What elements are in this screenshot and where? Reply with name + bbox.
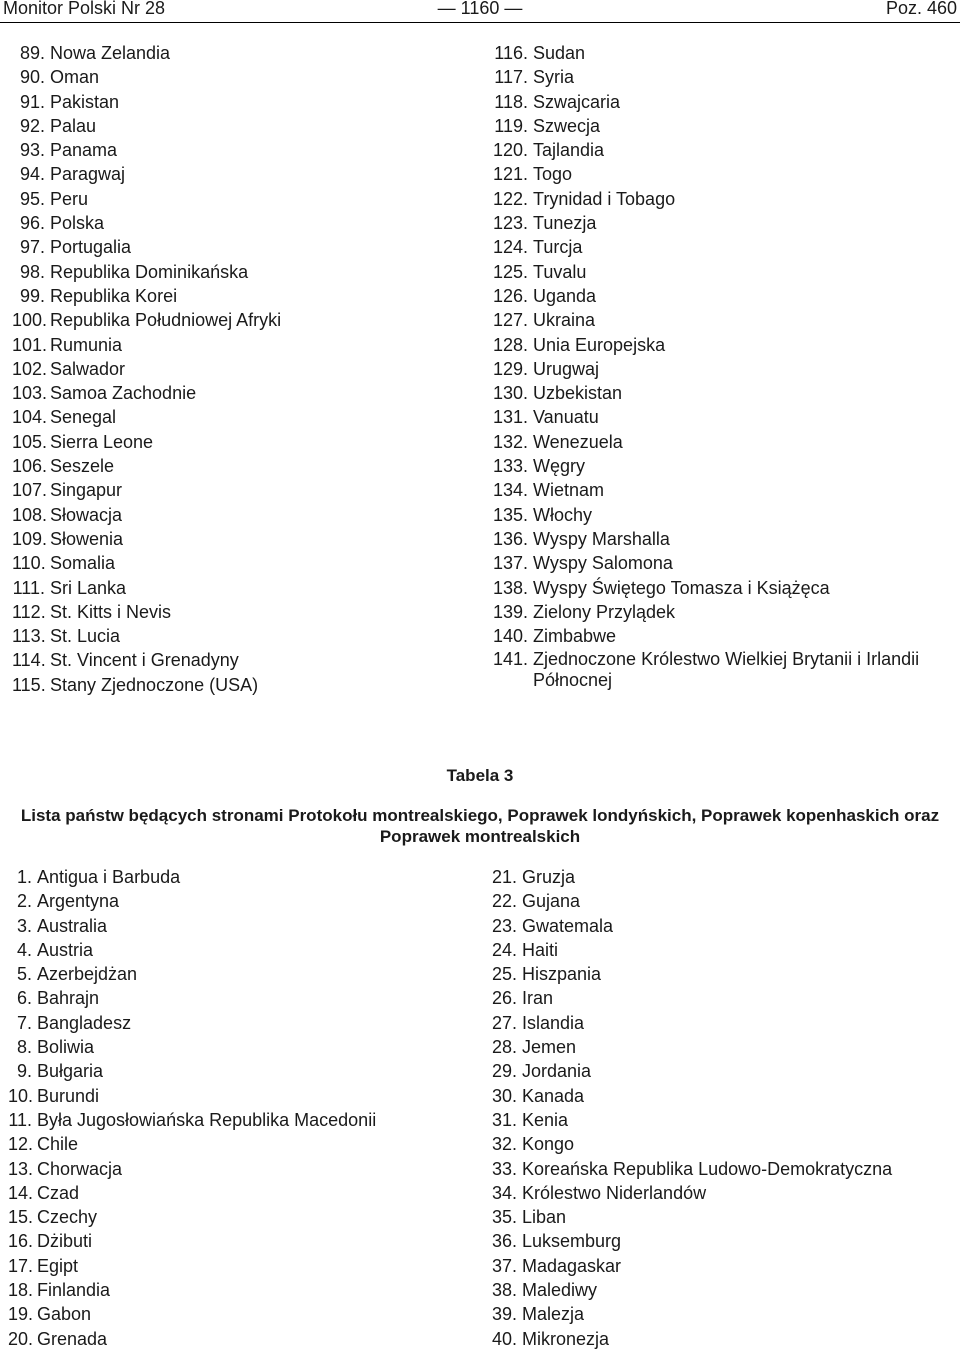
list-item-country: Sierra Leone (50, 431, 154, 452)
list-item-number: 31. (491, 1109, 517, 1130)
list-item-country: Kongo (522, 1134, 575, 1155)
list-item (8, 889, 448, 913)
list-item (12, 454, 452, 478)
list-item-number: 29. (491, 1061, 517, 1082)
list-item-country: Sri Lanka (50, 577, 127, 598)
list-item-number: 122. (492, 188, 528, 209)
list-item (12, 648, 452, 672)
list-item (488, 90, 958, 114)
list-item-country: Rumunia (50, 334, 123, 355)
list-item-country: Boliwia (37, 1037, 95, 1058)
list-item (488, 65, 958, 89)
list-item-number: 36. (491, 1231, 517, 1252)
list-item (488, 454, 958, 478)
list-item-number: 8. (16, 1037, 32, 1058)
list-item-country: St. Kitts i Nevis (50, 601, 172, 622)
list-item-number: 104. (12, 407, 48, 428)
list-item-country: Chorwacja (37, 1158, 123, 1179)
list-item-country: Paragwaj (50, 164, 126, 185)
list-item (486, 1108, 956, 1132)
list-item-country: Gujana (522, 891, 581, 912)
list-item (488, 381, 958, 405)
list-item (8, 914, 448, 938)
list-item-number: 116. (494, 43, 528, 63)
list-item-country: Trynidad i Tobago (533, 188, 676, 209)
list-item-country: Wyspy Marshalla (533, 528, 670, 549)
list-item-number: 128. (492, 334, 528, 355)
list-item-country: Włochy (533, 504, 593, 525)
list-item (488, 41, 958, 65)
list-item (488, 527, 958, 551)
list-item-number: 141. (492, 649, 528, 670)
list-item-country: Tuvalu (533, 261, 587, 282)
list-item (486, 1278, 956, 1302)
list-item-country: Vanuatu (533, 407, 599, 428)
list-item-country: Węgry (533, 456, 586, 477)
list-item (12, 551, 452, 575)
list-item-country: Stany Zjednoczone (USA) (50, 674, 259, 695)
list-item-country: Gruzja (522, 867, 576, 887)
list-item-country: Zjednoczone Królestwo Wielkiej Brytanii i Irlandii Północnej (533, 649, 920, 691)
list-item-country: Dżibuti (37, 1231, 93, 1252)
list-item (12, 357, 452, 381)
list-item (8, 1035, 448, 1059)
list-item-number: 23. (491, 915, 517, 936)
list-item-number: 138. (492, 577, 528, 598)
list-item-number: 112. (12, 601, 46, 622)
list-item-number: 109. (12, 528, 48, 549)
list-item-number: 135. (492, 504, 528, 525)
list-item (12, 673, 452, 697)
list-item-number: 1. (16, 867, 32, 887)
list-item-number: 119. (494, 115, 528, 136)
list-item-country: Republika Korei (50, 285, 178, 306)
list-item-number: 9. (16, 1061, 32, 1082)
list-item-country: Pakistan (50, 91, 120, 112)
list-item-number: 17. (8, 1255, 34, 1276)
list-item-country: Kanada (522, 1085, 585, 1106)
list-item-number: 121. (492, 164, 528, 185)
list-item-number: 102. (12, 358, 48, 379)
list-item-country: St. Vincent i Grenadyny (50, 650, 239, 671)
list-item (12, 284, 452, 308)
list-item (8, 865, 448, 889)
list-item (12, 503, 452, 527)
list-item-country: Liban (522, 1207, 567, 1228)
list-item (8, 1132, 448, 1156)
list-item (486, 1302, 956, 1326)
country-list-column-4 (486, 865, 956, 1351)
list-item (12, 162, 452, 186)
list-item-number: 33. (491, 1158, 517, 1179)
list-item-number: 114. (12, 650, 46, 671)
list-item-country: Egipt (37, 1255, 79, 1276)
list-item-country: Gabon (37, 1304, 92, 1325)
list-item-number: 11. (8, 1109, 32, 1130)
list-item-number: 4. (16, 939, 32, 960)
list-item (486, 865, 956, 889)
list-item-number: 38. (491, 1280, 517, 1301)
list-item-number: 28. (491, 1037, 517, 1058)
list-item (486, 1229, 956, 1253)
list-item-number: 99. (19, 285, 45, 306)
list-item (12, 333, 452, 357)
list-item-country: Australia (37, 915, 108, 936)
list-item-country: Turcja (533, 237, 583, 258)
list-item-number: 89. (19, 43, 45, 63)
list-item (486, 986, 956, 1010)
list-item-country: Zimbabwe (533, 626, 617, 647)
list-item-number: 12. (8, 1134, 34, 1155)
list-item-country: Panama (50, 140, 118, 161)
list-item-number: 139. (492, 601, 528, 622)
list-item (488, 478, 958, 502)
position-number: Poz. 460 (885, 0, 957, 18)
list-item (8, 1327, 448, 1351)
list-item-number: 95. (19, 188, 45, 209)
list-item-country: Szwajcaria (533, 91, 621, 112)
country-list-column-2 (488, 41, 958, 691)
list-item-country: Sudan (533, 43, 586, 63)
list-item-number: 96. (19, 213, 45, 234)
list-item (12, 430, 452, 454)
list-item-country: Była Jugosłowiańska Republika Macedonii (37, 1109, 377, 1130)
list-item (12, 478, 452, 502)
list-item (12, 41, 452, 65)
list-item (12, 527, 452, 551)
list-item-number: 118. (494, 91, 528, 112)
list-item-country: Salwador (50, 358, 126, 379)
list-item-country: Bangladesz (37, 1012, 132, 1033)
list-item-number: 107. (12, 480, 48, 501)
list-item (486, 914, 956, 938)
list-item-number: 134. (492, 480, 528, 501)
list-item-number: 108. (12, 504, 48, 525)
list-item-number: 131. (492, 407, 528, 428)
list-item (8, 1278, 448, 1302)
list-item (486, 1132, 956, 1156)
list-item (486, 1157, 956, 1181)
list-item-country: Koreańska Republika Ludowo-Demokratyczna (522, 1158, 893, 1179)
list-item-number: 130. (492, 383, 528, 404)
list-item-number: 25. (491, 964, 517, 985)
list-item (488, 503, 958, 527)
list-item-number: 32. (491, 1134, 517, 1155)
list-item-number: 20. (8, 1328, 34, 1349)
list-item (488, 648, 958, 691)
list-item-country: Tajlandia (533, 140, 605, 161)
list-item (8, 1084, 448, 1108)
list-item-country: Finlandia (37, 1280, 111, 1301)
list-item-country: St. Lucia (50, 626, 121, 647)
list-item (12, 138, 452, 162)
list-item (486, 1181, 956, 1205)
list-item (488, 284, 958, 308)
list-item-country: Wenezuela (533, 431, 623, 452)
list-item-number: 15. (8, 1207, 34, 1228)
list-item (486, 962, 956, 986)
list-item-number: 39. (491, 1304, 517, 1325)
list-item-country: Urugwaj (533, 358, 600, 379)
list-item (488, 333, 958, 357)
list-item (12, 576, 452, 600)
list-item-country: Madagaskar (522, 1255, 622, 1276)
list-item-country: Syria (533, 67, 575, 88)
list-item (486, 1059, 956, 1083)
list-item-number: 5. (16, 964, 32, 985)
list-item-country: Uzbekistan (533, 383, 623, 404)
list-item (488, 405, 958, 429)
list-item-country: Grenada (37, 1328, 108, 1349)
list-item-country: Argentyna (37, 891, 120, 912)
list-item-country: Szwecja (533, 115, 601, 136)
list-item-number: 97. (19, 237, 45, 258)
list-item-country: Republika Południowej Afryki (50, 310, 282, 331)
list-item-number: 13. (8, 1158, 34, 1179)
list-item-country: Haiti (522, 939, 559, 960)
list-item-number: 92. (19, 115, 45, 136)
list-item-number: 21. (491, 867, 517, 887)
list-item-country: Czechy (37, 1207, 98, 1228)
list-item-country: Portugalia (50, 237, 132, 258)
page-number: — 1160 — (437, 0, 523, 18)
list-item-country: Chile (37, 1134, 79, 1155)
list-item-country: Austria (37, 939, 94, 960)
list-item (8, 1254, 448, 1278)
list-item-country: Seszele (50, 456, 115, 477)
list-item (488, 211, 958, 235)
list-item (12, 381, 452, 405)
list-item (488, 430, 958, 454)
list-item (8, 1059, 448, 1083)
list-item-country: Malezja (522, 1304, 585, 1325)
list-item (12, 260, 452, 284)
list-item-country: Singapur (50, 480, 123, 501)
list-item (488, 551, 958, 575)
list-item-number: 18. (8, 1280, 34, 1301)
list-item (488, 308, 958, 332)
list-item (488, 235, 958, 259)
list-item-number: 3. (16, 915, 32, 936)
list-item-country: Azerbejdżan (37, 964, 138, 985)
list-item-country: Słowenia (50, 528, 124, 549)
list-item-number: 123. (492, 213, 528, 234)
list-item-country: Jemen (522, 1037, 577, 1058)
list-item-number: 93. (19, 140, 45, 161)
list-item (8, 1181, 448, 1205)
list-item (486, 1327, 956, 1351)
list-item-number: 34. (491, 1182, 517, 1203)
list-item-country: Czad (37, 1182, 80, 1203)
list-item-country: Antigua i Barbuda (37, 867, 181, 887)
list-item-number: 37. (491, 1255, 517, 1276)
country-list-column-1 (12, 41, 452, 697)
list-item-number: 124. (492, 237, 528, 258)
list-item-number: 24. (491, 939, 517, 960)
list-item-country: Peru (50, 188, 89, 209)
list-item-number: 91. (19, 91, 45, 112)
list-item (8, 1157, 448, 1181)
list-item-number: 115. (12, 674, 46, 695)
list-item-number: 100. (12, 310, 48, 331)
list-item (12, 405, 452, 429)
list-item (12, 114, 452, 138)
list-item-country: Mikronezja (522, 1328, 610, 1349)
list-item-number: 10. (8, 1085, 34, 1106)
list-item (488, 576, 958, 600)
list-item (488, 624, 958, 648)
list-item-number: 7. (16, 1012, 32, 1033)
list-item-country: Senegal (50, 407, 117, 428)
list-item (488, 260, 958, 284)
list-item-country: Bahrajn (37, 988, 100, 1009)
list-item-number: 117. (494, 67, 528, 88)
list-item-number: 2. (16, 891, 32, 912)
list-item-number: 111. (12, 577, 45, 598)
list-item-country: Uganda (533, 285, 597, 306)
list-item-country: Somalia (50, 553, 116, 574)
list-item-country: Palau (50, 115, 97, 136)
list-item (488, 357, 958, 381)
list-item-number: 30. (491, 1085, 517, 1106)
list-item-number: 113. (12, 626, 46, 647)
list-item-country: Kenia (522, 1109, 569, 1130)
list-item-number: 26. (491, 988, 517, 1009)
list-item-number: 94. (19, 164, 45, 185)
list-item (8, 986, 448, 1010)
list-item (12, 308, 452, 332)
list-item-number: 137. (492, 553, 528, 574)
list-item-number: 126. (492, 285, 528, 306)
list-item-number: 35. (491, 1207, 517, 1228)
list-item (486, 1035, 956, 1059)
list-item-number: 133. (492, 456, 528, 477)
list-item-country: Tunezja (533, 213, 597, 234)
list-item (486, 1254, 956, 1278)
list-item (486, 1205, 956, 1229)
list-item-number: 19. (8, 1304, 34, 1325)
page-header (0, 0, 960, 23)
list-item-number: 106. (12, 456, 48, 477)
list-item-number: 132. (492, 431, 528, 452)
list-item-country: Nowa Zelandia (50, 43, 171, 63)
list-item-number: 125. (492, 261, 528, 282)
list-item-country: Wyspy Świętego Tomasza i Książęca (533, 577, 830, 598)
list-item-country: Unia Europejska (533, 334, 666, 355)
list-item (486, 938, 956, 962)
list-item-country: Bułgaria (37, 1061, 104, 1082)
list-item-country: Gwatemala (522, 915, 614, 936)
list-item-country: Królestwo Niderlandów (522, 1182, 707, 1203)
list-item-country: Zielony Przylądek (533, 601, 676, 622)
list-item (486, 1011, 956, 1035)
list-item-country: Hiszpania (522, 964, 602, 985)
list-item-number: 110. (12, 553, 46, 574)
list-item (8, 1302, 448, 1326)
list-item (12, 624, 452, 648)
list-item-country: Słowacja (50, 504, 123, 525)
list-item-country: Polska (50, 213, 105, 234)
list-item-country: Ukraina (533, 310, 596, 331)
list-item-number: 127. (492, 310, 528, 331)
list-item-number: 140. (492, 626, 528, 647)
list-item-number: 101. (12, 334, 48, 355)
list-item-country: Luksemburg (522, 1231, 622, 1252)
list-item (486, 1084, 956, 1108)
list-item-country: Republika Dominikańska (50, 261, 249, 282)
list-item-number: 6. (16, 988, 32, 1009)
list-item-country: Burundi (37, 1085, 100, 1106)
list-item (486, 889, 956, 913)
list-item-number: 16. (8, 1231, 34, 1252)
list-item-number: 105. (12, 431, 48, 452)
country-list-column-3 (8, 865, 448, 1351)
list-item (8, 962, 448, 986)
list-item-number: 22. (491, 891, 517, 912)
list-item-number: 27. (491, 1012, 517, 1033)
list-item-country: Jordania (522, 1061, 592, 1082)
list-item (8, 1108, 448, 1132)
list-item (8, 1011, 448, 1035)
list-item-country: Togo (533, 164, 573, 185)
list-item-number: 40. (491, 1328, 517, 1349)
list-item (12, 187, 452, 211)
list-item-country: Oman (50, 67, 100, 88)
list-item (12, 65, 452, 89)
list-item (488, 600, 958, 624)
list-item (12, 211, 452, 235)
list-item (12, 600, 452, 624)
list-item (488, 114, 958, 138)
list-item-country: Malediwy (522, 1280, 598, 1301)
list-item-number: 90. (19, 67, 45, 88)
list-item (12, 90, 452, 114)
publication-title: Monitor Polski Nr 28 (3, 0, 166, 18)
list-item-number: 136. (492, 528, 528, 549)
table-subtitle: Lista państw będących stronami Protokołu montrealskiego, Poprawek londyńskich, Poprawek kopenhaskich oraz Poprawek montrealskich (20, 806, 940, 846)
list-item (488, 138, 958, 162)
list-item-number: 120. (492, 140, 528, 161)
list-item (8, 1229, 448, 1253)
list-item (8, 938, 448, 962)
list-item-number: 98. (19, 261, 45, 282)
list-item (12, 235, 452, 259)
list-item-country: Iran (522, 988, 554, 1009)
list-item-country: Islandia (522, 1012, 585, 1033)
list-item (488, 187, 958, 211)
table-title: Tabela 3 (446, 766, 514, 785)
list-item-number: 103. (12, 383, 48, 404)
list-item-country: Wietnam (533, 480, 605, 501)
list-item-country: Samoa Zachodnie (50, 383, 197, 404)
list-item-number: 129. (492, 358, 528, 379)
list-item (488, 162, 958, 186)
list-item (8, 1205, 448, 1229)
list-item-number: 14. (8, 1182, 34, 1203)
list-item-country: Wyspy Salomona (533, 553, 673, 574)
